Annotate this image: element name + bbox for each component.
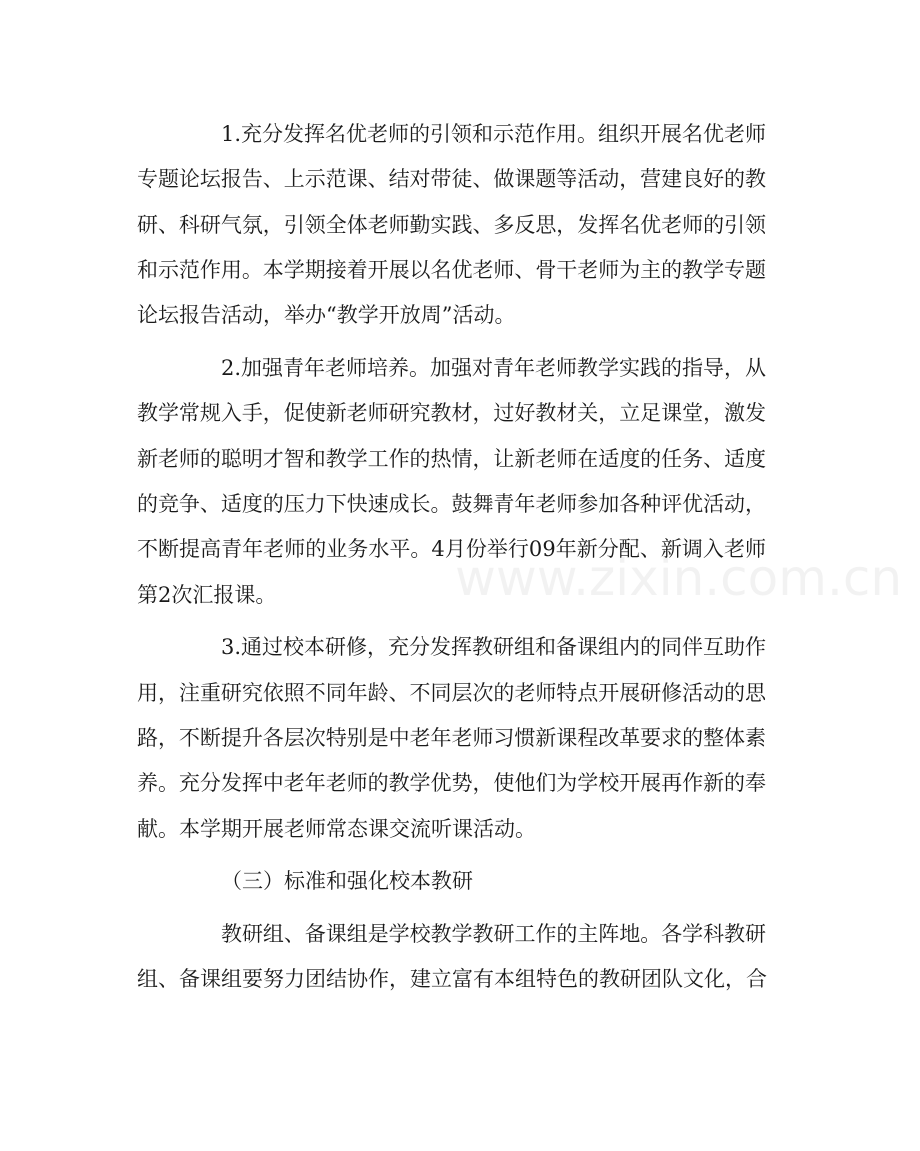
text-line: 组、备课组要努力团结协作，建立富有本组特色的教研团队文化，合 bbox=[137, 967, 767, 991]
text-line: 用，注重研究依照不同年龄、不同层次的老师特点开展研修活动的思 bbox=[137, 681, 766, 705]
text-line: 献。本学期开展老师常态课交流听课活动。 bbox=[137, 817, 536, 841]
watermark: www.zixin.com.cn bbox=[455, 549, 903, 607]
text-line: 1.充分发挥名优老师的引领和示范作用。组织开展名优老师 bbox=[221, 122, 766, 146]
text-line: 路，不断提升各层次特别是中老年老师习惯新课程改革要求的整体素 bbox=[137, 726, 766, 750]
text-line: 论坛报告活动，举办“教学开放周”活动。 bbox=[137, 303, 516, 327]
text-line: 教学常规入手，促使新老师研究教材，过好教材关，立足课堂，激发 bbox=[137, 401, 766, 425]
text-line: 教研组、备课组是学校教学教研工作的主阵地。各学科教研 bbox=[221, 922, 766, 946]
text-line: 和示范作用。本学期接着开展以名优老师、骨干老师为主的教学专题 bbox=[137, 258, 766, 282]
section-heading: （三）标准和强化校本教研 bbox=[221, 869, 473, 893]
text-line: 2.加强青年老师培养。加强对青年老师教学实践的指导，从 bbox=[221, 356, 766, 380]
text-line: 养。充分发挥中老年老师的教学优势，使他们为学校开展再作新的奉 bbox=[137, 771, 766, 795]
text-line: 第2次汇报课。 bbox=[137, 583, 277, 607]
text-line: 新老师的聪明才智和教学工作的热情，让新老师在适度的任务、适度 bbox=[137, 447, 766, 471]
text-line: 的竞争、适度的压力下快速成长。鼓舞青年老师参加各种评优活动， bbox=[137, 492, 766, 516]
text-line: 3.通过校本研修，充分发挥教研组和备课组内的同伴互助作 bbox=[221, 635, 766, 659]
text-line: 专题论坛报告、上示范课、结对带徒、做课题等活动，营建良好的教 bbox=[137, 167, 766, 191]
text-line: 研、科研气氛，引领全体老师勤实践、多反思，发挥名优老师的引领 bbox=[137, 213, 766, 237]
text-line: 不断提高青年老师的业务水平。4月份举行09年新分配、新调入老师 bbox=[137, 537, 767, 561]
